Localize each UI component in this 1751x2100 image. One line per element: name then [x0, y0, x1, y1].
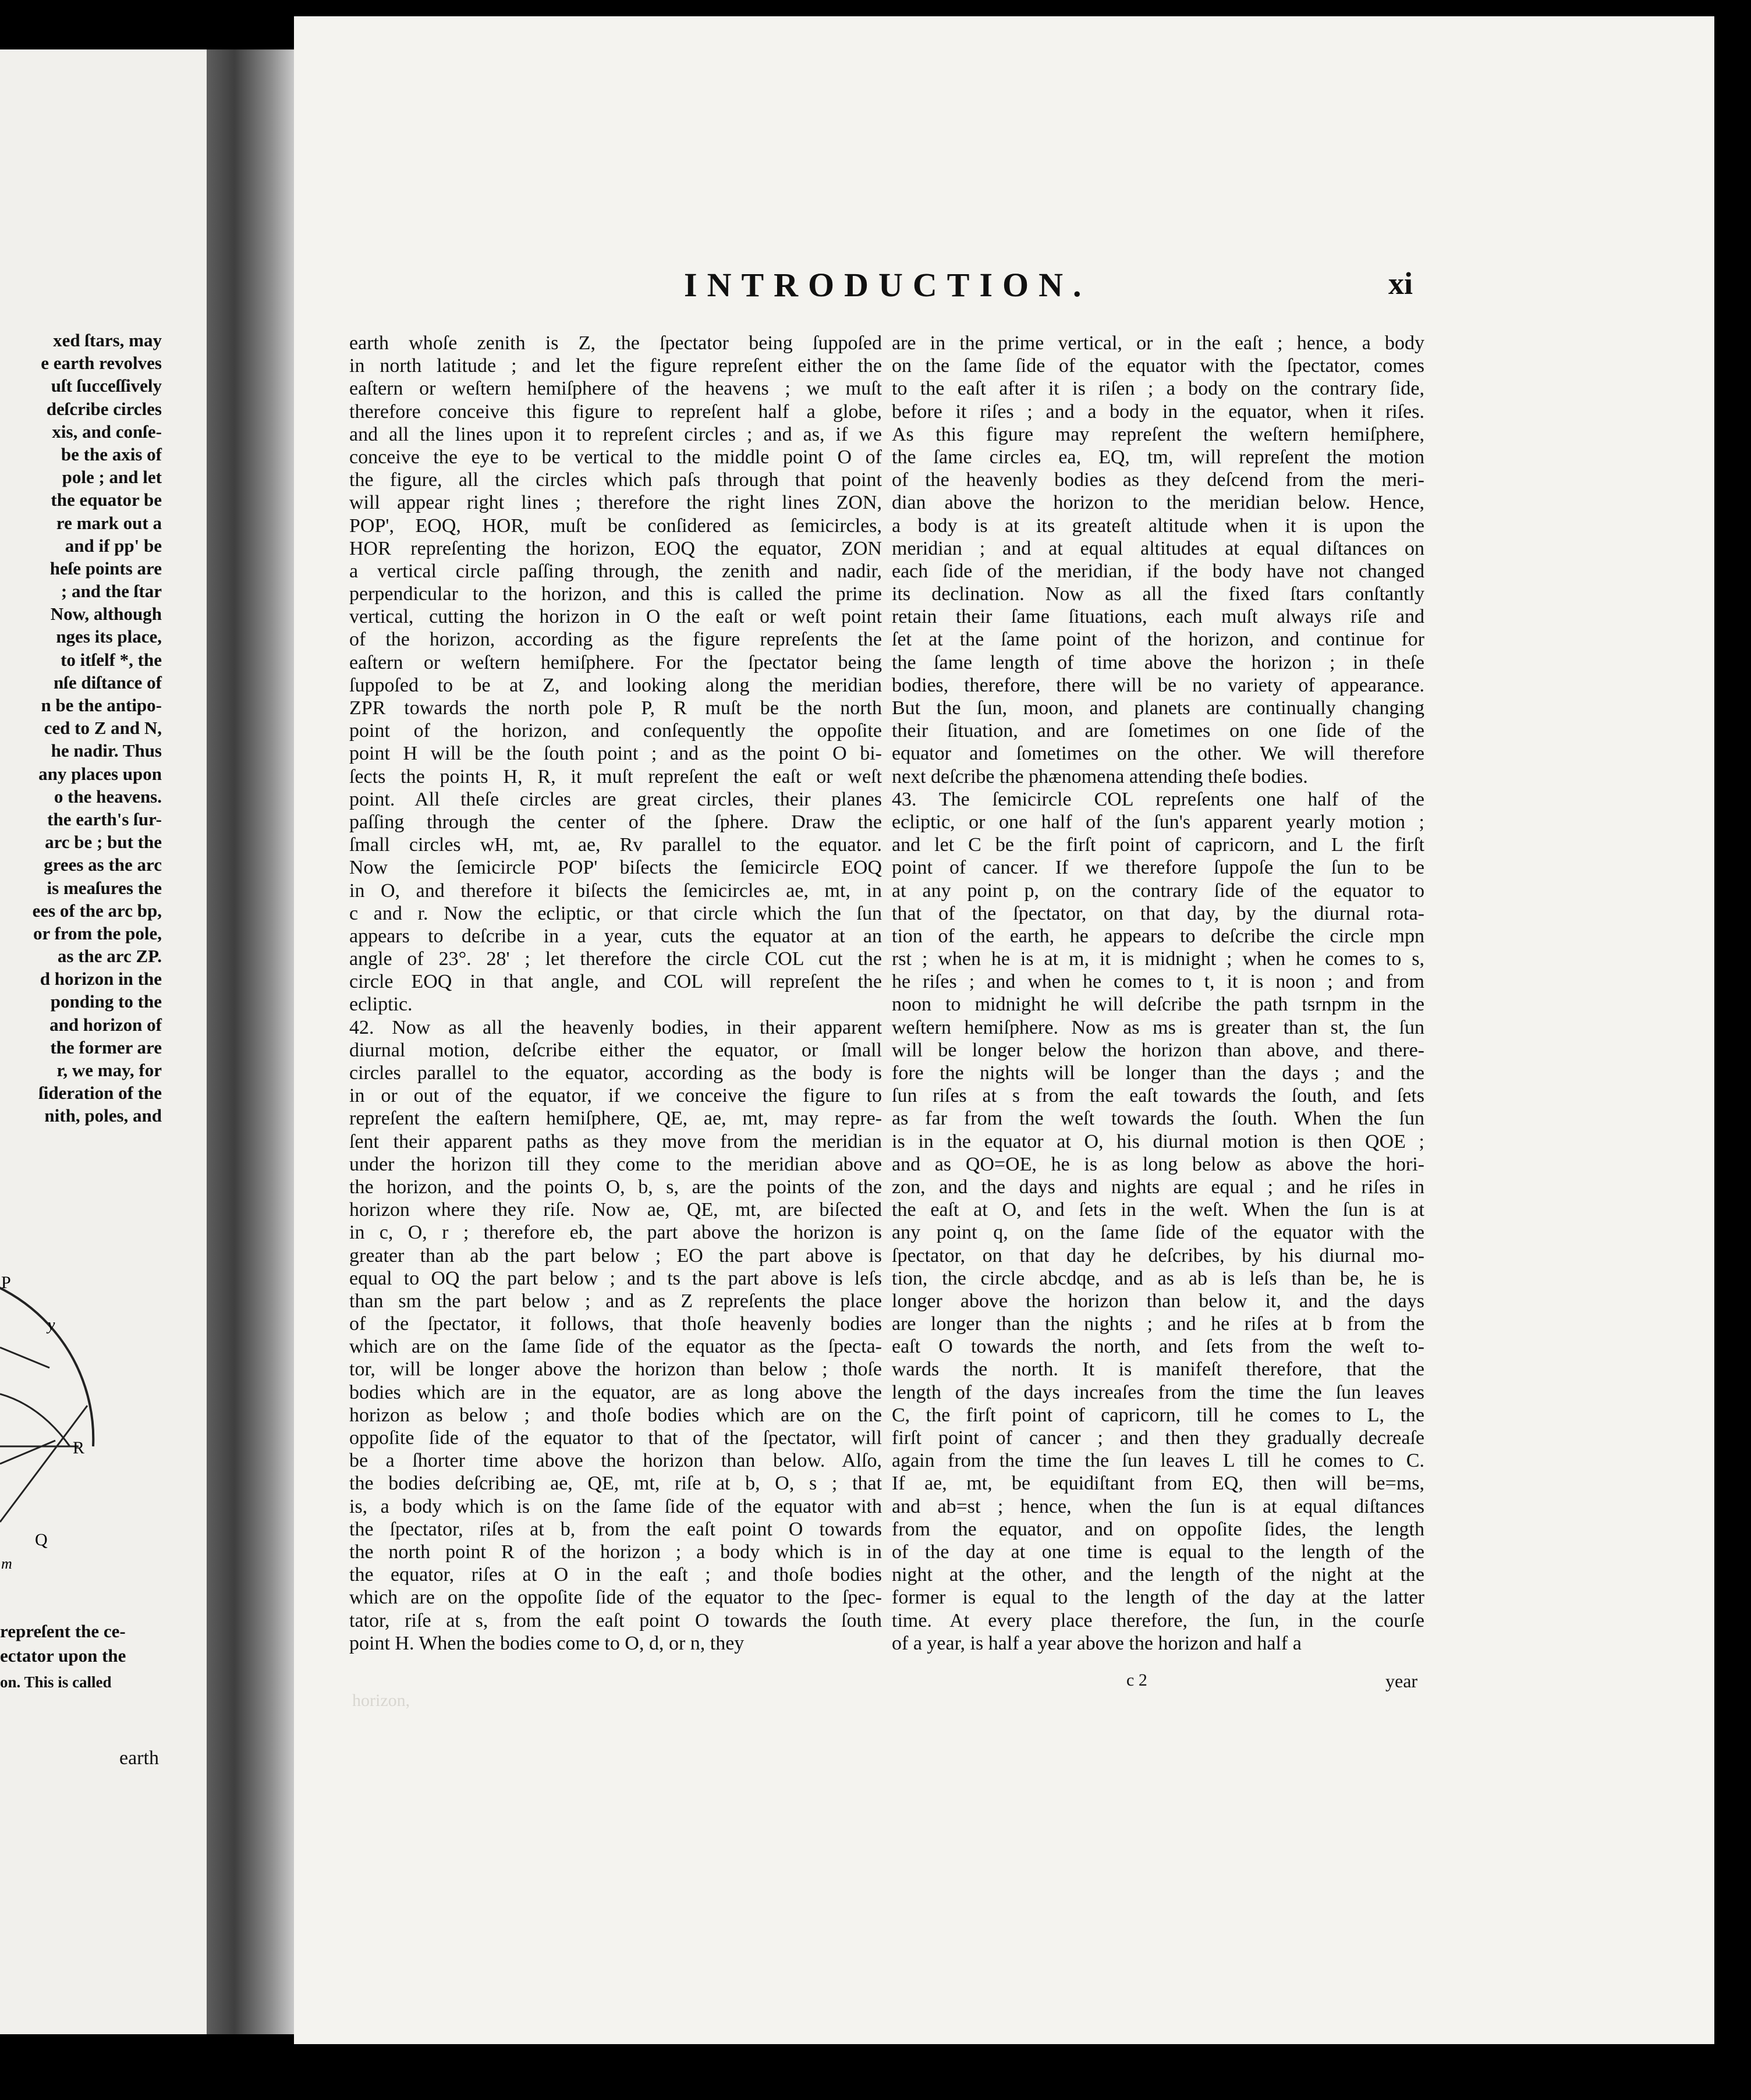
diagram-label-r: R [73, 1438, 85, 1457]
text-line: ſun riſes at s from the eaſt towards the ſouth, and ſets [892, 1085, 1424, 1107]
text-line: But the ſun, moon, and planets are continually changing [892, 697, 1424, 719]
facing-page-bottom-line: repreſent the ce- [0, 1621, 126, 1641]
text-line: which are on the oppoſite ſide of the equator to the ſpec- [349, 1587, 882, 1609]
text-line: and ab=st ; hence, when the ſun is at equal diſtances [892, 1495, 1424, 1517]
facing-page-line: e earth revolves [41, 353, 162, 374]
text-line: their ſituation, and are ſometimes on one ſide of the [892, 720, 1424, 742]
facing-page-line: xis, and conſe- [52, 421, 162, 442]
facing-page-line: ; and the ſtar [61, 581, 162, 602]
text-line: point of the horizon, and conſequently the oppoſite [349, 720, 882, 742]
text-line: HOR repreſenting the horizon, EOQ the equator, ZON [349, 537, 882, 559]
text-line: that of the ſpectator, on that day, by the diurnal rota- [892, 902, 1424, 924]
text-line: point. All theſe circles are great circles, their planes [349, 788, 882, 810]
facing-page-line: nges its place, [56, 626, 162, 647]
sphere-diagram-fragment [0, 1272, 102, 1577]
text-line: tor, will be longer above the horizon than below ; thoſe [349, 1358, 882, 1381]
facing-page-line: or from the pole, [33, 923, 162, 943]
text-line: conceive the eye to be vertical to the middle point O of [349, 446, 882, 468]
text-line: fore the nights will be longer than the days ; and the [892, 1062, 1424, 1084]
text-line: 42. Now as all the heavenly bodies, in their apparent [349, 1016, 882, 1038]
text-line: diurnal motion, deſcribe either the equator, or ſmall [349, 1039, 882, 1061]
text-line: as far from the weſt towards the ſouth. When the ſun [892, 1108, 1424, 1130]
text-line: dian above the horizon to the meridian below. Hence, [892, 492, 1424, 514]
facing-page-line: the former are [50, 1037, 162, 1058]
text-line: its declination. Now as all the fixed ſtars conſtantly [892, 583, 1424, 605]
text-line: ſet at the ſame point of the horizon, and continue for [892, 629, 1424, 651]
facing-page-line: arc be ; but the [45, 832, 162, 853]
text-line: ecliptic, or one half of the ſun's apparent yearly motion ; [892, 811, 1424, 833]
text-column-right [892, 332, 1424, 1655]
facing-page-text [0, 329, 162, 1127]
facing-page-line: the earth's ſur- [47, 808, 162, 829]
text-line: eaſt O towards the north, and ſets from the weſt to- [892, 1336, 1424, 1358]
text-line: ſuppoſed to be at Z, and looking along the meridian [349, 674, 882, 696]
text-line: which are on the ſame ſide of the equator as the ſpecta- [349, 1336, 882, 1358]
facing-page-bottom-line: on. This is called [0, 1673, 112, 1691]
facing-page-line: xed ſtars, may [53, 330, 162, 350]
text-line: on the ſame ſide of the equator with the ſpectator, comes [892, 355, 1424, 377]
facing-page-line: heſe points are [49, 558, 162, 579]
facing-page-line: pole ; and let [62, 467, 162, 488]
text-line: of the day at one time is equal to the length of the [892, 1541, 1424, 1563]
text-line: equal to OQ the part below ; and ts the part above is leſs [349, 1267, 882, 1289]
text-line: c and r. Now the ecliptic, or that circle which the ſun [349, 902, 882, 924]
text-line: the ſpectator, riſes at b, from the eaſt point O towards [349, 1518, 882, 1540]
text-line: C, the firſt point of capricorn, till he comes to L, the [892, 1404, 1424, 1426]
text-line: vertical, cutting the horizon in O the eaſt or weſt point [349, 606, 882, 628]
text-line: the bodies deſcribing ae, QE, mt, riſe at b, O, s ; that [349, 1473, 882, 1495]
text-line: the figure, all the circles which paſs through that point [349, 469, 882, 491]
text-line: ſmall circles wH, mt, ae, Rv parallel to the equator. [349, 834, 882, 856]
text-line: If ae, mt, be equidiſtant from EQ, then will be=ms, [892, 1473, 1424, 1495]
text-line: will be longer below the horizon than above, and there- [892, 1039, 1424, 1061]
facing-page-line: the equator be [51, 489, 162, 510]
text-line: POP', EOQ, HOR, muſt be conſidered as ſemicircles, [349, 515, 882, 537]
text-line: length of the days increaſes from the time the ſun leaves [892, 1381, 1424, 1403]
text-line: equator and ſometimes on the other. We will therefore [892, 743, 1424, 765]
text-line: in north latitude ; and let the figure repreſent either the [349, 355, 882, 377]
text-line: bodies which are in the equator, are as long above the [349, 1381, 882, 1403]
diagram-label-m: m [1, 1555, 12, 1572]
facing-page-line: r, we may, for [56, 1060, 162, 1080]
page-number: xi [1388, 266, 1413, 301]
text-line: of the ſpectator, it follows, that thoſe heavenly bodies [349, 1313, 882, 1335]
text-line: night at the other, and the length of the night at the [892, 1564, 1424, 1586]
text-line: paſſing through the center of the ſphere. Draw the [349, 811, 882, 833]
facing-page-line: and horizon of [49, 1014, 162, 1035]
text-line: appears to deſcribe in a year, cuts the equator at an [349, 925, 882, 947]
text-line: is, a body which is on the ſame ſide of the equator with [349, 1495, 882, 1517]
text-line: 43. The ſemicircle COL repreſents one half of the [892, 788, 1424, 810]
facing-page-line: grees as the arc [44, 854, 162, 875]
text-line: ZPR towards the north pole P, R muſt be the north [349, 697, 882, 719]
text-line: retain their ſame ſituations, each muſt always riſe and [892, 606, 1424, 628]
text-line: horizon as below ; and thoſe bodies which are on the [349, 1404, 882, 1426]
facing-page-line: o the heavens. [54, 786, 162, 807]
facing-page-bottom-line: ectator upon the [0, 1645, 126, 1666]
facing-page-catchword: earth [119, 1747, 159, 1769]
facing-page-line: ees of the arc bp, [32, 900, 162, 921]
text-line: at any point p, on the contrary ſide of the equator to [892, 879, 1424, 902]
text-line: will appear right lines ; therefore the right lines ZON, [349, 492, 882, 514]
text-line: of a year, is half a year above the horizon and half a [892, 1632, 1302, 1654]
facing-page-line: re mark out a [56, 512, 162, 533]
text-line: firſt point of cancer ; and then they gradually decreaſe [892, 1427, 1424, 1449]
text-line: each ſide of the meridian, if the body have not changed [892, 560, 1424, 582]
facing-page-line: any places upon [38, 763, 162, 784]
text-line: point H. When the bodies come to O, d, or n, they [349, 1632, 745, 1654]
diagram-label-y: y [48, 1316, 55, 1334]
text-line: under the horizon till they come to the meridian above [349, 1153, 882, 1175]
show-through-text: horizon, [352, 1691, 410, 1710]
text-line: tator, riſe at s, from the eaſt point O towards the ſouth [349, 1609, 882, 1631]
facing-page-line: be the axis of [61, 444, 162, 464]
text-line: again from the time the ſun leaves L till he comes to C. [892, 1450, 1424, 1472]
facing-page-line: and if pp' be [65, 535, 162, 556]
text-line: a body is at its greateſt altitude when it is upon the [892, 515, 1424, 537]
text-line: longer above the horizon than below it, and the days [892, 1290, 1424, 1312]
text-line: horizon where they riſe. Now ae, QE, mt, are biſected [349, 1199, 882, 1221]
text-line: ſpectator, on that day he deſcribes, by his diurnal mo- [892, 1244, 1424, 1267]
text-line: a vertical circle paſſing through, the zenith and nadir, [349, 560, 882, 582]
text-line: meridian ; and at equal altitudes at equal diſtances on [892, 537, 1424, 559]
text-line: noon to midnight he will deſcribe the path tsrnpm in the [892, 994, 1424, 1016]
text-line: bodies, therefore, there will be no variety of appearance. [892, 674, 1424, 696]
text-line: angle of 23°. 28' ; let therefore the circle COL cut the [349, 948, 882, 970]
text-line: than sm the part below ; and as Z repreſents the place [349, 1290, 882, 1312]
text-line: before it riſes ; and a body in the equator, when it riſes. [892, 400, 1424, 423]
text-line: in c, O, r ; therefore eb, the part above the horizon is [349, 1222, 882, 1244]
facing-page-line: to itſelf *, the [61, 649, 162, 670]
facing-page-line: nith, poles, and [44, 1105, 162, 1126]
catchword: year [1385, 1670, 1418, 1691]
text-line: former is equal to the length of the day at the latter [892, 1587, 1424, 1609]
text-line: the horizon, and the points O, b, s, are the points of the [349, 1176, 882, 1198]
gutter-shadow [207, 49, 300, 2034]
text-line: of the heavenly bodies as they deſcend from the meri- [892, 469, 1424, 491]
text-line: the north point R of the horizon ; a body which is in [349, 1541, 882, 1563]
text-line: zon, and the days and nights are equal ; and he riſes in [892, 1176, 1424, 1198]
text-column-left [349, 332, 882, 1655]
diagram-label-q: Q [35, 1530, 48, 1549]
text-line: he riſes ; and when he comes to t, it is noon ; and from [892, 971, 1424, 993]
facing-page-line: as the arc ZP. [57, 946, 162, 967]
text-line: the eaſt at O, and ſets in the weſt. When the ſun is at [892, 1199, 1424, 1221]
facing-page-line: ced to Z and N, [44, 718, 162, 739]
text-line: is in the equator at O, his diurnal motion is then QOE ; [892, 1130, 1424, 1152]
text-line: perpendicular to the horizon, and this is called the prime [349, 583, 882, 605]
facing-page-line: n be the antipo- [41, 695, 162, 715]
text-line: from the equator, and on oppoſite ſides, the length [892, 1518, 1424, 1540]
text-line: repreſent the eaſtern hemiſphere, QE, ae, mt, may repre- [349, 1108, 882, 1130]
text-line: earth whoſe zenith is Z, the ſpectator being ſuppoſed [349, 332, 882, 354]
text-line: in O, and therefore it biſects the ſemicircles ae, mt, in [349, 879, 882, 902]
text-line: next deſcribe the phænomena attending theſe bodies. [892, 765, 1308, 788]
text-line: greater than ab the part below ; EO the part above is [349, 1244, 882, 1267]
text-line: and as QO=OE, he is as long below as above the hori- [892, 1153, 1424, 1175]
diagram-label-p: P [1, 1273, 11, 1292]
facing-page-line: ponding to the [50, 991, 162, 1012]
text-line: time. At every place therefore, the ſun, in the courſe [892, 1609, 1424, 1631]
text-line: the equator, riſes at O in the eaſt ; and thoſe bodies [349, 1564, 882, 1586]
text-line: circles parallel to the equator, according as the body is [349, 1062, 882, 1084]
text-line: the ſame circles ea, EQ, tm, will repreſent the motion [892, 446, 1424, 468]
text-line: the ſame length of time above the horizon ; in theſe [892, 651, 1424, 673]
text-line: therefore conceive this figure to repreſent half a globe, [349, 400, 882, 423]
text-line: As this figure may repreſent the weſtern hemiſphere, [892, 423, 1424, 445]
text-line: to the eaſt after it is riſen ; a body on the contrary ſide, [892, 378, 1424, 400]
facing-page-line: nſe diſtance of [54, 672, 162, 693]
facing-page [0, 49, 221, 2034]
text-line: wards the north. It is manifeſt therefore, that the [892, 1358, 1424, 1381]
text-line: and all the lines upon it to repreſent circles ; and as, if we [349, 423, 882, 445]
facing-page-line: is meaſures the [47, 877, 162, 898]
text-line: tion, the circle abcdqe, and as ab is leſs than be, he is [892, 1267, 1424, 1289]
facing-page-line: Now, although [50, 604, 162, 625]
text-line: point of cancer. If we therefore ſuppoſe the ſun to be [892, 857, 1424, 879]
text-line: of the horizon, according as the figure repreſents the [349, 629, 882, 651]
text-line: eaſtern or weſtern hemiſphere of the heavens ; we muſt [349, 378, 882, 400]
text-line: any point q, on the ſame ſide of the equator with the [892, 1222, 1424, 1244]
text-line: and let C be the firſt point of capricorn, and L the firſt [892, 834, 1424, 856]
text-line: be a ſhorter time above the horizon than below. Alſo, [349, 1450, 882, 1472]
text-line: are in the prime vertical, or in the eaſt ; hence, a body [892, 332, 1424, 354]
running-head: INTRODUCTION. [684, 266, 1091, 304]
text-line: tion of the earth, he appears to deſcribe the circle mpn [892, 925, 1424, 947]
text-line: circle EOQ in that angle, and COL will repreſent the [349, 971, 882, 993]
text-line: ſects the points H, R, it muſt repreſent the eaſt or weſt [349, 765, 882, 788]
text-line: rst ; when he is at m, it is midnight ; when he comes to s, [892, 948, 1424, 970]
text-line: in or out of the equator, if we conceive the figure to [349, 1085, 882, 1107]
text-line: Now the ſemicircle POP' biſects the ſemicircle EOQ [349, 857, 882, 879]
text-line: point H will be the ſouth point ; and as the point O bi- [349, 743, 882, 765]
facing-page-line: he nadir. Thus [51, 740, 162, 761]
text-line: oppoſite ſide of the equator to that of the ſpectator, will [349, 1427, 882, 1449]
facing-page-line: d horizon in the [40, 969, 162, 989]
text-line: are longer than the nights ; and he riſes at b from the [892, 1313, 1424, 1335]
facing-page-line: deſcribe circles [46, 398, 162, 419]
facing-page-line: ſideration of the [38, 1083, 162, 1104]
signature-mark: c 2 [1126, 1670, 1147, 1690]
text-line: eaſtern or weſtern hemiſphere. For the ſpectator being [349, 651, 882, 673]
text-line: ecliptic. [349, 994, 413, 1016]
text-line: weſtern hemiſphere. Now as ms is greater than st, the ſun [892, 1016, 1424, 1038]
facing-page-line: uſt ſucceſſively [51, 375, 162, 396]
text-line: ſent their apparent paths as they move from the meridian [349, 1130, 882, 1152]
